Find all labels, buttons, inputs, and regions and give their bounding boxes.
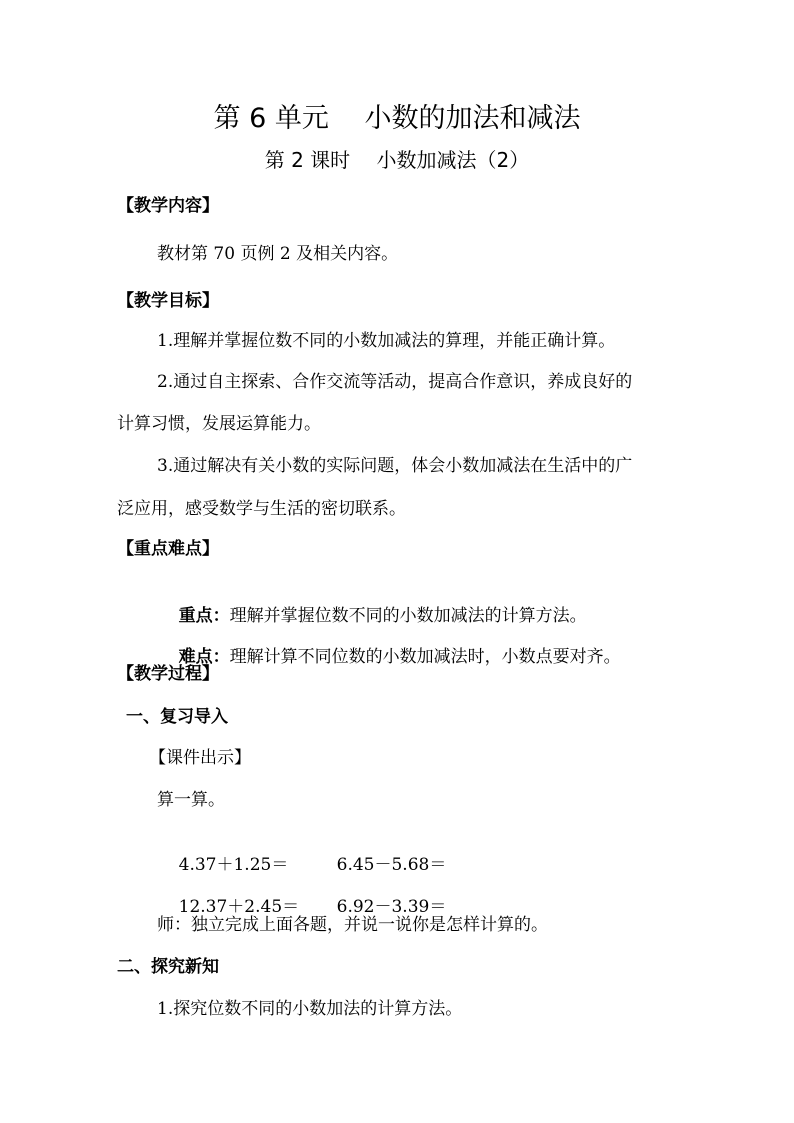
goal-item: 2.通过自主探索、合作交流等活动，提高合作意识，养成良好的 — [157, 372, 633, 392]
part2-heading: 二、探究新知 — [117, 957, 219, 977]
goal-item: 3.通过解决有关小数的实际问题，体会小数加减法在生活中的广 — [157, 456, 633, 476]
part1-heading: 一、复习导入 — [126, 707, 228, 727]
part2-item: 1.探究位数不同的小数加法的计算方法。 — [157, 999, 463, 1019]
exercise: 12.37＋2.45＝ — [178, 897, 300, 917]
goal-item-continuation: 计算习惯，发展运算能力。 — [117, 414, 321, 434]
heading-teaching-content: 【教学内容】 — [117, 196, 219, 216]
difficulty-label: 难点： — [178, 647, 230, 667]
difficulty-text: 理解计算不同位数的小数加减法时，小数点要对齐。 — [229, 647, 621, 667]
heading-key-points: 【重点难点】 — [117, 539, 219, 559]
page-title: 第 6 单元 小数的加法和减法 — [213, 103, 581, 134]
focus-text: 理解并掌握位数不同的小数加减法的计算方法。 — [229, 606, 587, 626]
courseware-label: 【课件出示】 — [149, 748, 251, 768]
exercise: 6.92－3.39＝ — [336, 897, 447, 917]
exercise: 4.37＋1.25＝ — [178, 855, 289, 875]
teacher-prompt: 师：独立完成上面各题，并说一说你是怎样计算的。 — [157, 915, 548, 935]
teaching-content-text: 教材第 70 页例 2 及相关内容。 — [157, 244, 399, 264]
heading-teaching-process: 【教学过程】 — [117, 664, 219, 684]
heading-teaching-goals: 【教学目标】 — [117, 291, 219, 311]
goal-item-continuation: 泛应用，感受数学与生活的密切联系。 — [117, 499, 406, 519]
instruction-text: 算一算。 — [157, 790, 225, 810]
goal-item: 1.理解并掌握位数不同的小数加减法的算理，并能正确计算。 — [157, 331, 616, 351]
difficulty-line — [157, 621, 621, 693]
exercise: 6.45－5.68＝ — [336, 855, 447, 875]
page-subtitle: 第 2 课时 小数加减法（2） — [264, 148, 530, 172]
focus-label: 重点： — [178, 606, 230, 626]
